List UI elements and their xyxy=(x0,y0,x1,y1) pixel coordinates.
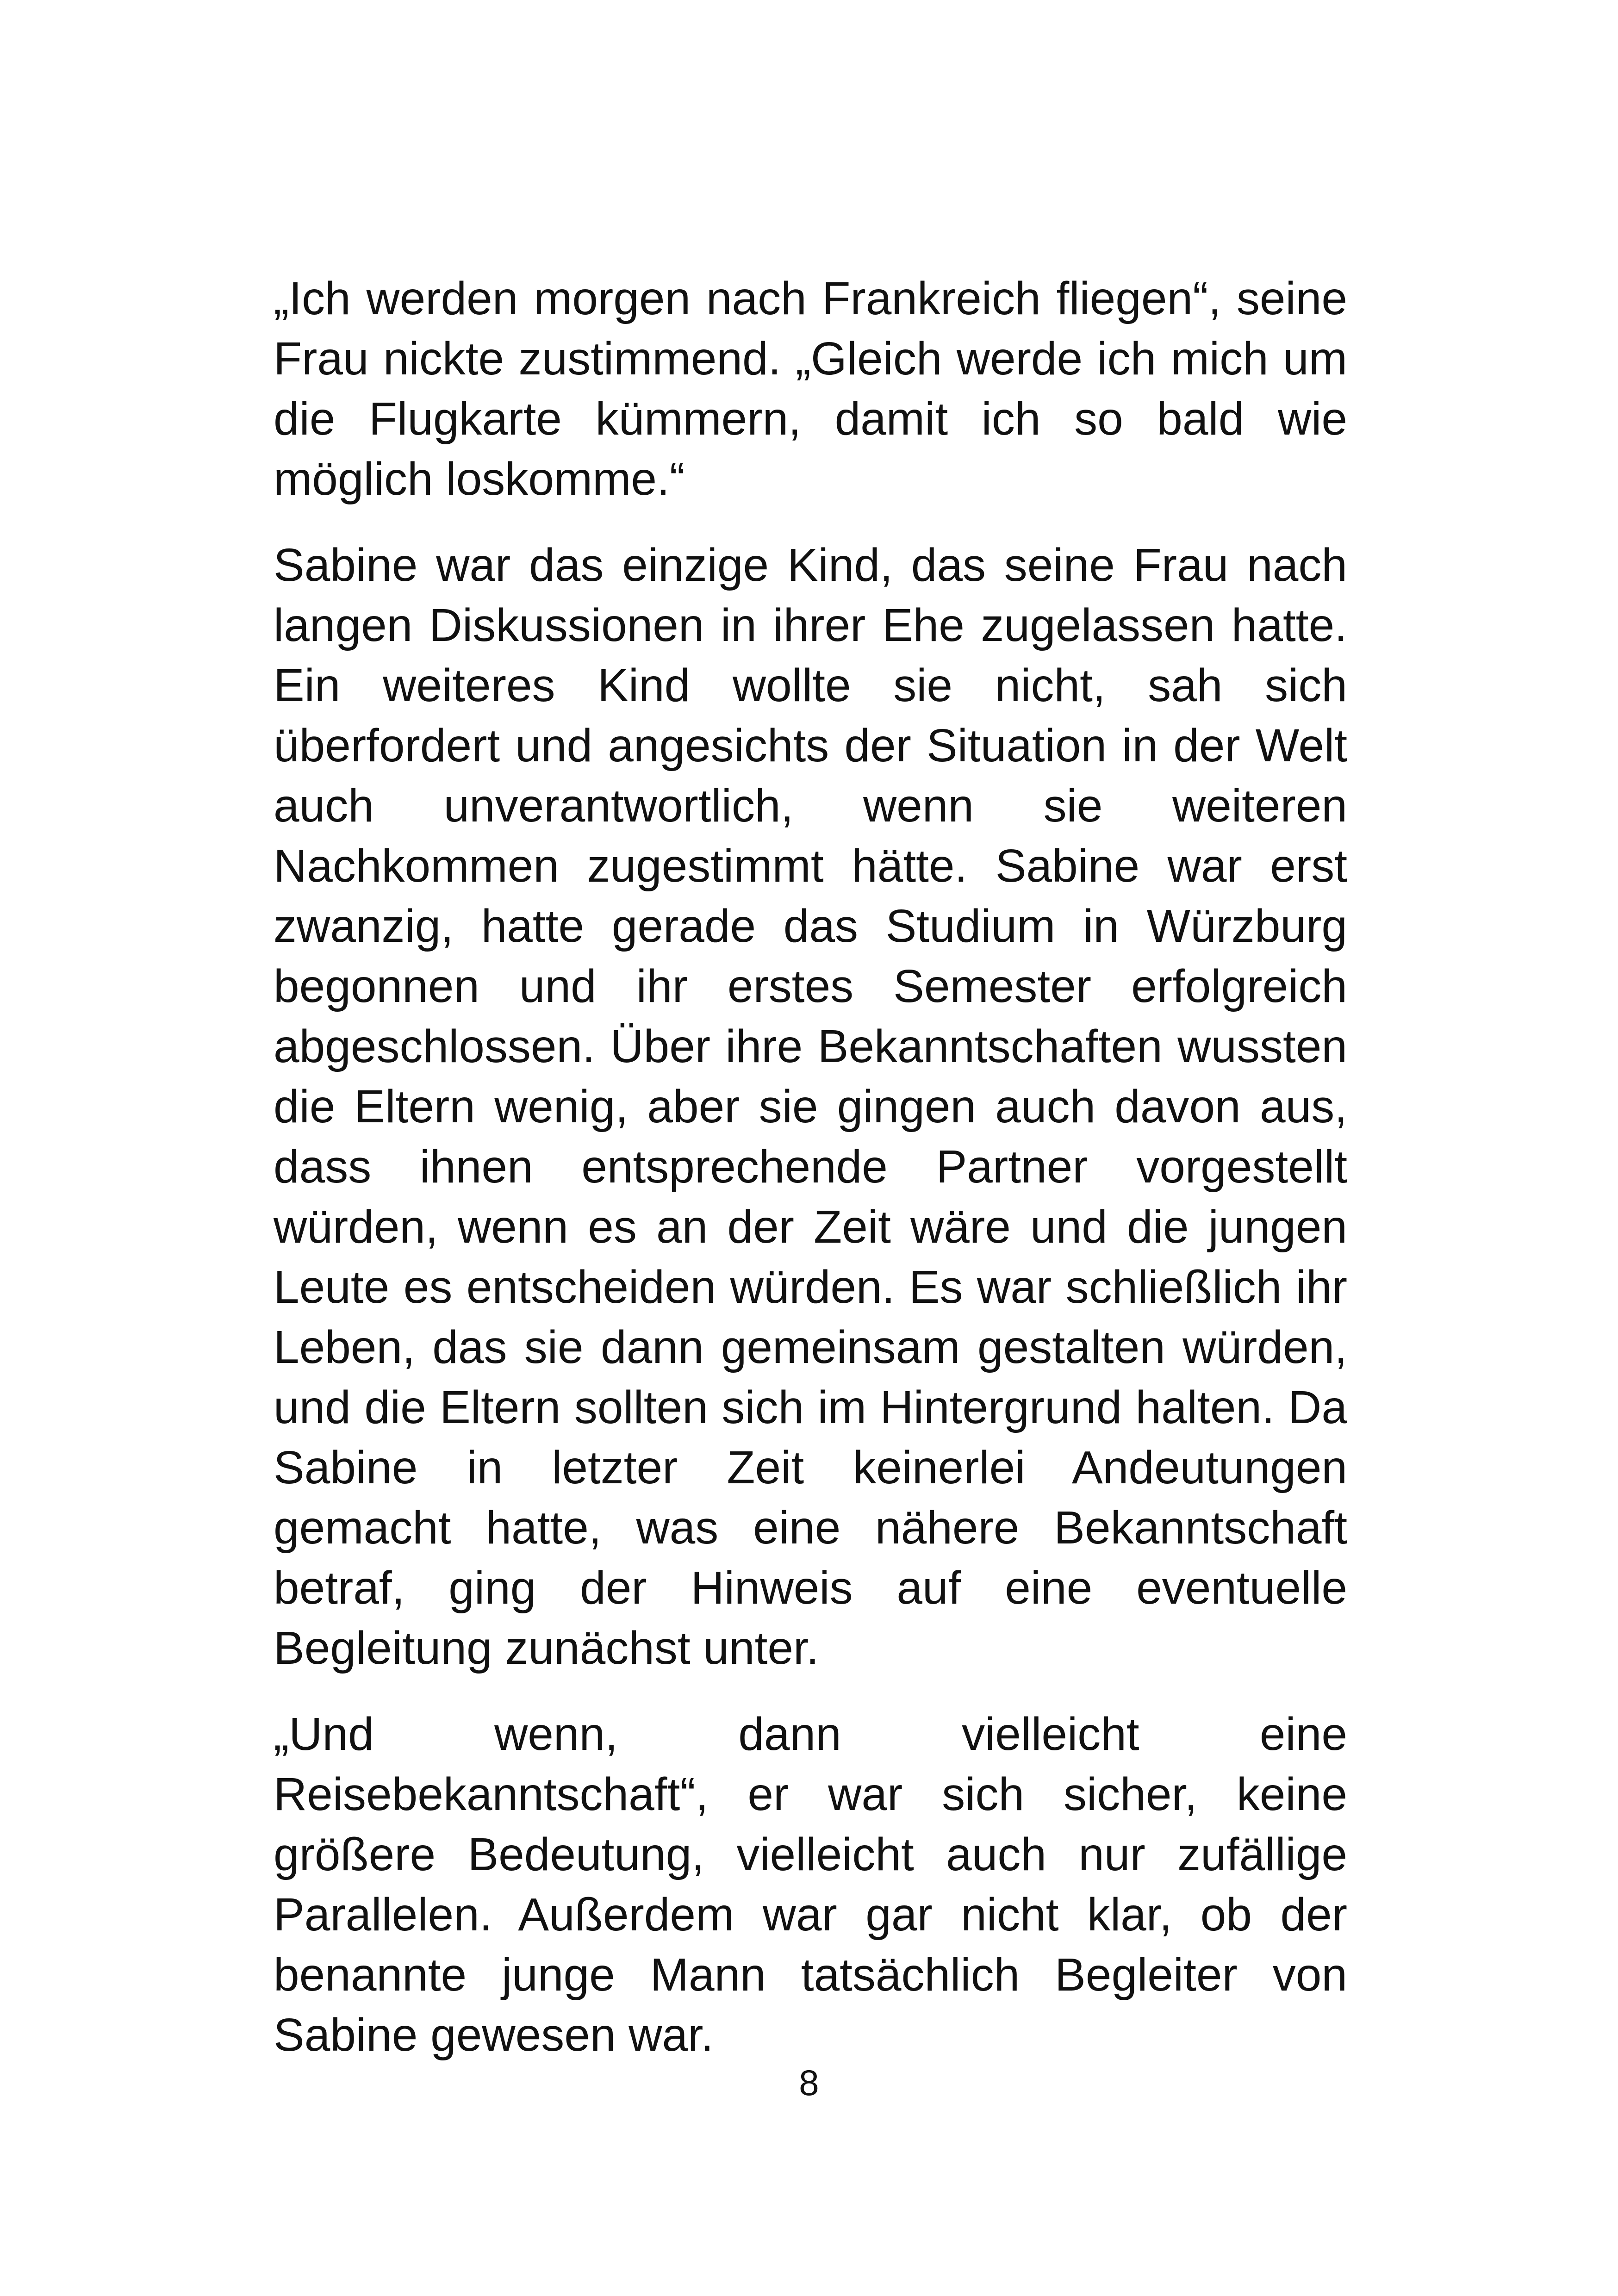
paragraph-3: „Und wenn, dann vielleicht eine Reisebekanntschaft“, er war sich sicher, keine größere Bedeutung, vielleicht auch nur zufällige Parallelen. Außerdem war gar nicht klar, ob der benannte junge Mann tatsächlich Begleiter von Sabine gewesen war. xyxy=(274,1708,1347,2061)
body-text xyxy=(274,268,1347,2091)
paragraph-1: „Ich werden morgen nach Frankreich fliegen“, seine Frau nickte zustimmend. „Gleich werde ich mich um die Flugkarte kümmern, damit ich so bald wie möglich loskomme.“ xyxy=(274,273,1347,505)
page-number: 8 xyxy=(799,2062,819,2103)
paragraph-2: Sabine war das einzige Kind, das seine Frau nach langen Diskussionen in ihrer Ehe zugelassen hatte. Ein weiteres Kind wollte sie nicht, sah sich überfordert und angesichts der Situation in der Welt auch unverantwortlich, wenn sie weiteren Nachkommen zugestimmt hätte. Sabine war erst zwanzig, hatte gerade das Studium in Würzburg begonnen und ihr erstes Semester erfolgreich abgeschlossen. Über ihre Bekanntschaften wussten die Eltern wenig, aber sie gingen auch davon aus, dass ihnen entsprechende Partner vorgestellt würden, wenn es an der Zeit wäre und die jungen Leute es entscheiden würden. Es war schließlich ihr Leben, das sie dann gemeinsam gestalten würden, und die Eltern sollten sich im Hintergrund halten. Da Sabine in letzter Zeit keinerlei Andeutungen gemacht hatte, was eine nähere Bekanntschaft betraf, ging der Hinweis auf eine eventuelle Begleitung zunächst unter. xyxy=(274,539,1347,1674)
